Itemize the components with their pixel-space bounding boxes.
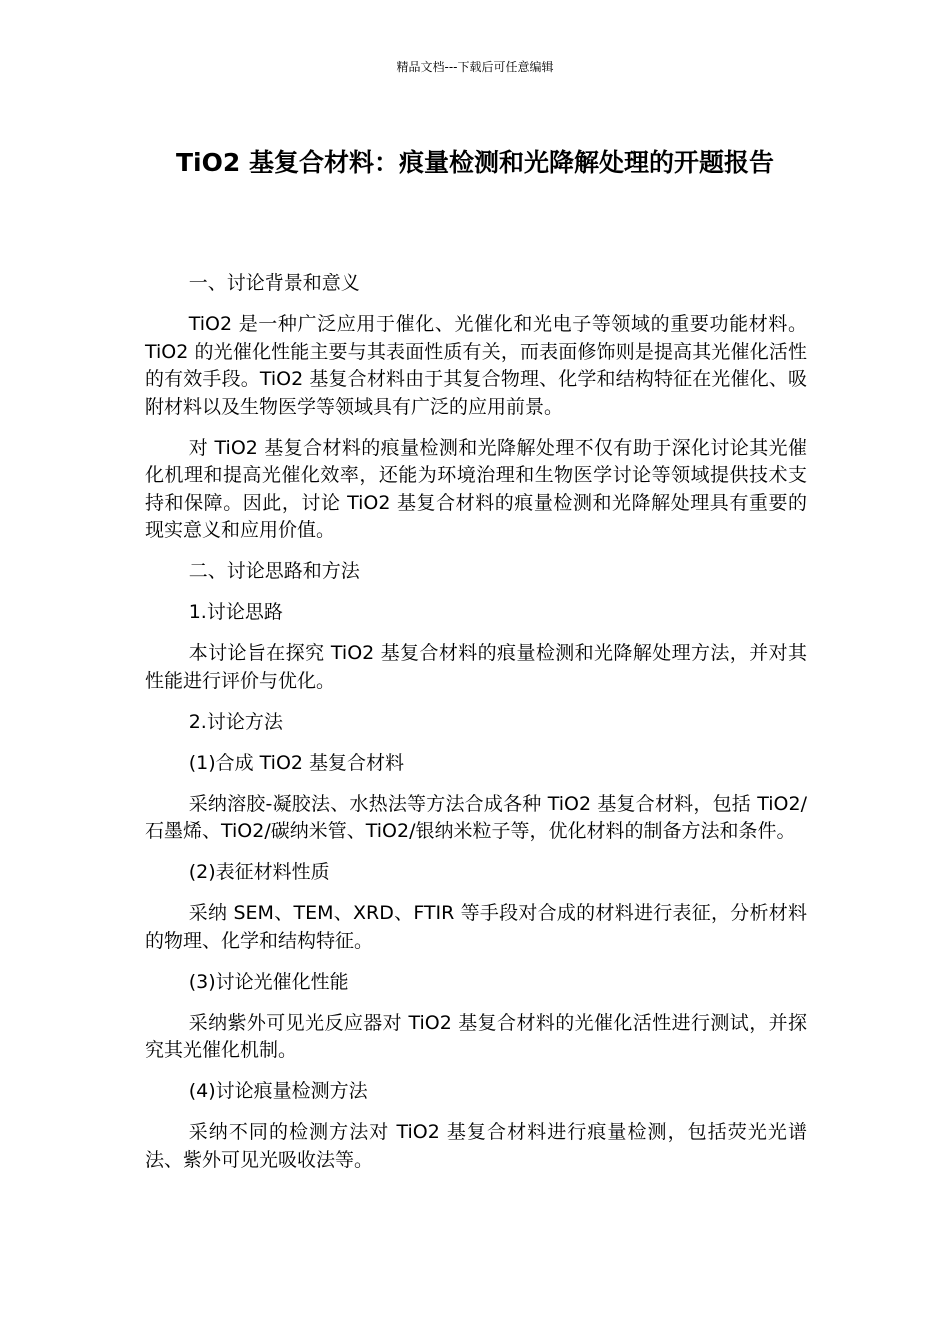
paragraph-characterization: 采纳 SEM、TEM、XRD、FTIR 等手段对合成的材料进行表征，分析材料的物理、化学和结构特征。 — [145, 902, 807, 952]
header-watermark: 精品文档---下载后可任意编辑 — [396, 60, 554, 74]
item-heading-synthesis: (1)合成 TiO2 基复合材料 — [188, 751, 405, 774]
paragraph-intro: TiO2 是一种广泛应用于催化、光催化和光电子等领域的重要功能材料。TiO2 的光催化性能主要与其表面性质有关，而表面修饰则是提高其光催化活性的有效手段。TiO2 基复合材料由于其复合物理、化学和结构特征在光催化、吸附材料以及生物医学等领域具有广泛的应用前景。 — [145, 313, 807, 418]
paragraph-trace-detection: 采纳不同的检测方法对 TiO2 基复合材料进行痕量检测，包括荧光光谱法、紫外可见光吸收法等。 — [145, 1121, 807, 1171]
section-heading-background: 一、讨论背景和意义 — [188, 272, 360, 294]
document-body — [145, 270, 807, 1188]
paragraph-significance: 对 TiO2 基复合材料的痕量检测和光降解处理不仅有助于深化讨论其光催化机理和提高光催化效率，还能为环境治理和生物医学讨论等领域提供技术支持和保障。因此，讨论 TiO2 基复合材料的痕量检测和光降解处理具有重要的现实意义和应用价值。 — [145, 436, 807, 541]
document-title: TiO2 基复合材料：痕量检测和光降解处理的开题报告 — [176, 148, 774, 177]
subheading-methods: 2.讨论方法 — [188, 710, 283, 733]
paragraph-photocatalysis: 采纳紫外可见光反应器对 TiO2 基复合材料的光催化活性进行测试，并探究其光催化机制。 — [145, 1011, 807, 1061]
paragraph-synthesis: 采纳溶胶-凝胶法、水热法等方法合成各种 TiO2 基复合材料，包括 TiO2/石墨烯、TiO2/碳纳米管、TiO2/银纳米粒子等，优化材料的制备方法和条件。 — [145, 792, 807, 842]
item-heading-photocatalysis: (3)讨论光催化性能 — [188, 970, 349, 993]
item-heading-trace-detection: (4)讨论痕量检测方法 — [188, 1080, 368, 1102]
paragraph-approach: 本讨论旨在探究 TiO2 基复合材料的痕量检测和光降解处理方法，并对其性能进行评价与优化。 — [145, 642, 807, 692]
section-heading-methods: 二、讨论思路和方法 — [188, 560, 360, 582]
item-heading-characterization: (2)表征材料性质 — [188, 861, 330, 883]
subheading-approach: 1.讨论思路 — [188, 601, 283, 623]
